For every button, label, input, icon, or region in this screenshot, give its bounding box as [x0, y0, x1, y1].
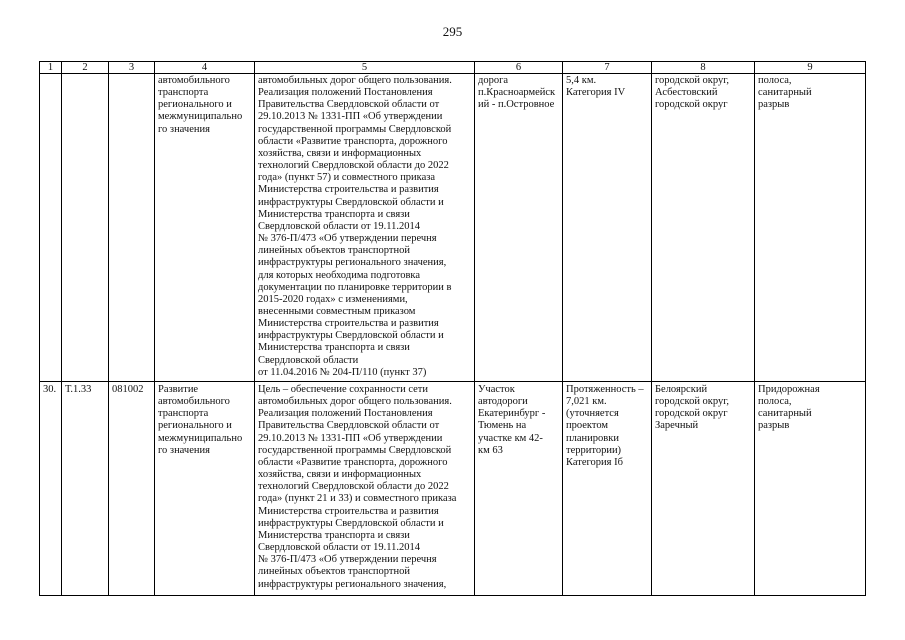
basis-cell: [255, 382, 475, 596]
cell-line: Министерства транспорта и связи: [258, 208, 410, 220]
cell-line: автодороги: [478, 396, 528, 408]
cell-line: Свердловской области: [258, 354, 359, 366]
cell-line: разрыв: [758, 99, 790, 111]
zone-cell: [755, 74, 866, 382]
cell-line: внесенными совместным приказом: [258, 305, 416, 317]
cell-line: инфраструктуры регионального значения,: [258, 578, 447, 590]
purpose-cell: [155, 382, 255, 596]
cell-line: инфраструктуры регионального значения,: [258, 257, 447, 269]
location-cell: [652, 382, 755, 596]
purpose-cell: [155, 74, 255, 382]
cell-line: 29.10.2013 № 1331-ПП «Об утверждении: [258, 432, 443, 444]
table-row: [40, 382, 866, 596]
cell-line: Министерства транспорта и связи: [258, 342, 410, 354]
cell-line: № 376-П/473 «Об утверждении перечня: [258, 554, 437, 566]
cell-line: регионального и: [158, 99, 232, 111]
cell-line: области «Развитие транспорта, дорожного: [258, 456, 448, 468]
cell-line: (уточняется: [566, 408, 619, 420]
cell-line: автомобильных дорог общего пользования.: [258, 396, 452, 408]
cell-line: государственной программы Свердловской: [258, 444, 452, 456]
type-code-cell: 081002: [109, 382, 155, 596]
cell-line: полоса,: [758, 396, 792, 408]
column-number: 5: [255, 62, 475, 74]
cell-line: года» (пункт 21 и 33) и совместного приказа: [258, 493, 457, 505]
cell-line: городской округ: [655, 99, 728, 111]
cell-line: го значения: [158, 123, 210, 135]
cell-line: технологий Свердловской области до 2022: [258, 160, 449, 172]
cell-line: дорога: [478, 75, 509, 86]
cell-line: Заречный: [655, 420, 699, 432]
type-code-cell: [109, 74, 155, 382]
cell-line: полоса,: [758, 75, 792, 86]
cell-line: Правительства Свердловской области от: [258, 99, 440, 111]
cell-line: городской округ,: [655, 396, 730, 408]
cell-line: регионального и: [158, 420, 232, 432]
cell-line: Свердловской области от 19.11.2014: [258, 220, 421, 232]
cell-line: Свердловской области от 19.11.2014: [258, 542, 421, 554]
row-number-cell: [40, 74, 62, 382]
cell-line: Министерства строительства и развития: [258, 505, 439, 517]
cell-line: Правительства Свердловской области от: [258, 420, 440, 432]
column-number: 3: [109, 62, 155, 74]
object-name-cell: [475, 382, 563, 596]
cell-line: Министерства строительства и развития: [258, 184, 439, 196]
row-number-cell: 30.: [40, 382, 62, 596]
cell-line: 2015-2020 годах» с изменениями,: [258, 293, 408, 305]
page-number: 295: [442, 24, 463, 39]
cell-line: Министерства строительства и развития: [258, 318, 439, 330]
cell-line: области «Развитие транспорта, дорожного: [258, 135, 448, 147]
cell-line: км 63: [478, 444, 503, 456]
cell-line: го значения: [158, 444, 210, 456]
column-number: 8: [652, 62, 755, 74]
cell-line: ий - п.Островное: [478, 99, 555, 111]
column-number-row: [40, 62, 866, 74]
cell-line: автомобильных дорог общего пользования.: [258, 75, 452, 86]
cell-line: хозяйства, связи и информационных: [258, 469, 422, 481]
column-number: 1: [40, 62, 62, 74]
cell-line: № 376-П/473 «Об утверждении перечня: [258, 233, 437, 245]
data-table: [39, 61, 866, 596]
cell-line: для которых необходима подготовка: [258, 269, 421, 281]
cell-line: Категория IV: [566, 87, 626, 99]
cell-line: хозяйства, связи и информационных: [258, 147, 422, 159]
table-row: [40, 74, 866, 382]
cell-line: городской округ: [655, 408, 728, 420]
cell-line: 29.10.2013 № 1331-ПП «Об утверждении: [258, 111, 443, 123]
cell-line: Реализация положений Постановления: [258, 87, 433, 99]
cell-line: Асбестовский: [655, 87, 718, 99]
characteristics-cell: [563, 382, 652, 596]
cell-line: инфраструктуры Свердловской области и: [258, 196, 444, 208]
cell-line: Протяженность –: [566, 384, 644, 395]
zone-cell: [755, 382, 866, 596]
cell-line: транспорта: [158, 87, 209, 99]
cell-line: линейных объектов транспортной: [258, 245, 410, 257]
characteristics-cell: [563, 74, 652, 382]
cell-line: территории): [566, 444, 622, 456]
cell-line: автомобильного: [158, 396, 230, 408]
cell-line: автомобильного: [158, 75, 230, 86]
column-number: 7: [563, 62, 652, 74]
column-number: 9: [755, 62, 866, 74]
cell-line: от 11.04.2016 № 204-П/110 (пункт 37): [258, 366, 427, 378]
cell-line: участке км 42-: [478, 432, 543, 444]
cell-line: городской округ,: [655, 75, 730, 86]
cell-line: инфраструктуры Свердловской области и: [258, 517, 444, 529]
object-code-cell: Т.1.33: [62, 382, 109, 596]
cell-line: Екатеринбург -: [478, 408, 546, 420]
cell-line: Реализация положений Постановления: [258, 408, 433, 420]
cell-line: 7,021 км.: [566, 396, 607, 408]
cell-line: документации по планировке территории в: [258, 281, 452, 293]
cell-line: Цель – обеспечение сохранности сети: [258, 384, 428, 395]
cell-line: инфраструктуры Свердловской области и: [258, 330, 444, 342]
object-name-cell: [475, 74, 563, 382]
cell-line: Министерства транспорта и связи: [258, 529, 410, 541]
cell-line: Развитие: [158, 384, 199, 395]
object-code-cell: [62, 74, 109, 382]
cell-line: Участок: [478, 384, 515, 395]
cell-line: Белоярский: [655, 384, 708, 395]
cell-line: планировки: [566, 432, 619, 444]
basis-cell: [255, 74, 475, 382]
location-cell: [652, 74, 755, 382]
column-number: 6: [475, 62, 563, 74]
cell-line: санитарный: [758, 408, 812, 420]
cell-line: Категория Iб: [566, 456, 623, 468]
cell-line: государственной программы Свердловской: [258, 123, 452, 135]
cell-line: технологий Свердловской области до 2022: [258, 481, 449, 493]
cell-line: Тюмень на: [478, 420, 527, 432]
cell-line: транспорта: [158, 408, 209, 420]
cell-line: Придорожная: [758, 384, 820, 395]
cell-line: разрыв: [758, 420, 790, 432]
column-number: 4: [155, 62, 255, 74]
column-number: 2: [62, 62, 109, 74]
cell-line: санитарный: [758, 87, 812, 99]
cell-line: межмуниципально: [158, 432, 243, 444]
cell-line: 5,4 км.: [566, 75, 597, 86]
cell-line: проектом: [566, 420, 609, 432]
cell-line: линейных объектов транспортной: [258, 566, 410, 578]
cell-line: п.Красноармейск: [478, 87, 556, 99]
cell-line: межмуниципально: [158, 111, 243, 123]
cell-line: года» (пункт 57) и совместного приказа: [258, 172, 436, 184]
